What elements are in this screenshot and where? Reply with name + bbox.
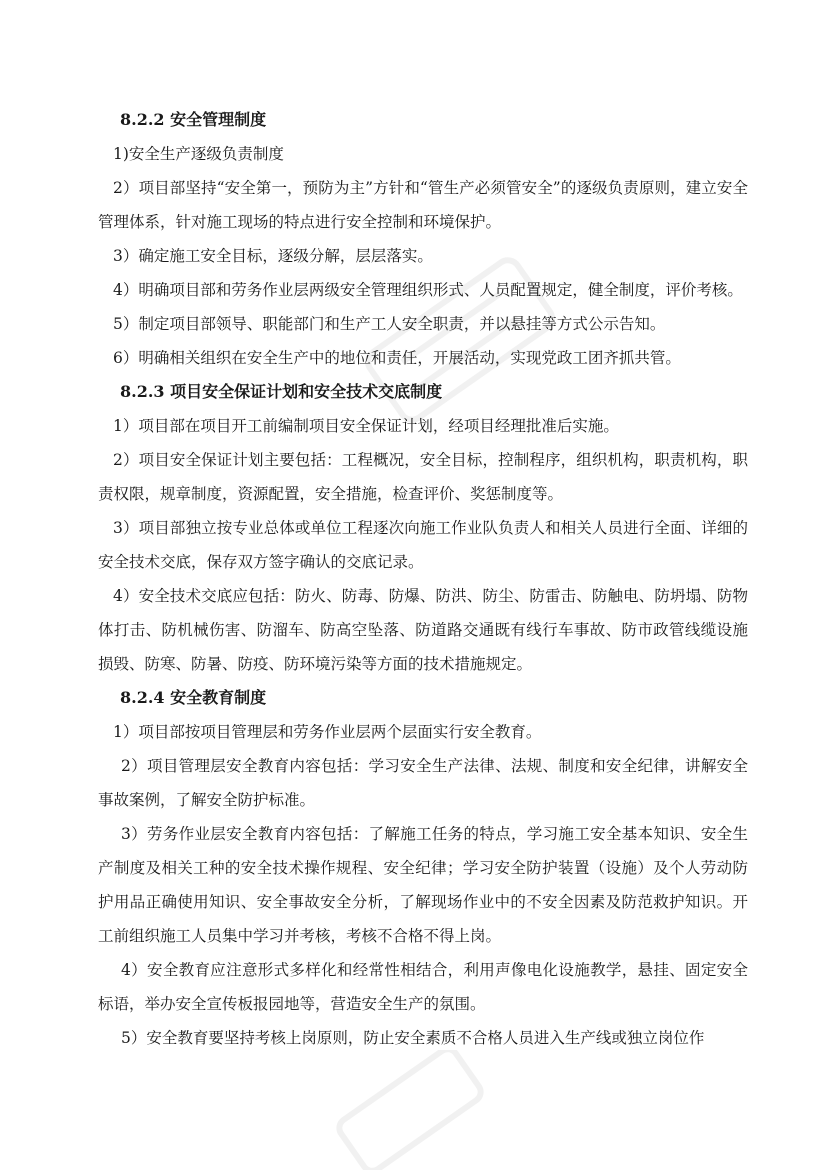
paragraph: 1）项目部在项目开工前编制项目安全保证计划，经项目经理批准后实施。 — [113, 417, 619, 435]
paragraph: 5）安全教育要坚持考核上岗原则，防止安全素质不合格人员进入生产线或独立岗位作 — [121, 1029, 705, 1047]
paragraph: 3）劳务作业层安全教育内容包括：了解施工任务的特点，学习施工安全基本知识、安全生产制度及相关工种的安全技术操作规程、安全纪律；学习安全防护装置（设施）及个人劳动防护用品正确使用知识、安全事故安全分析，了解现场作业中的不安全因素及防范救护知识。开工前组织施工人员集中学习并考核，考核不合格不得上岗。 — [98, 825, 748, 945]
section-heading: 8.2.4 安全教育制度 — [120, 688, 267, 707]
section-heading: 8.2.2 安全管理制度 — [120, 110, 267, 129]
paragraph: 2）项目管理层安全教育内容包括：学习安全生产法律、法规、制度和安全纪律，讲解安全事故案例，了解安全防护标准。 — [98, 757, 748, 809]
section-heading: 8.2.3 项目安全保证计划和安全技术交底制度 — [120, 382, 443, 401]
paragraph: 4）安全教育应注意形式多样化和经常性相结合，利用声像电化设施教学，悬挂、固定安全标语，举办安全宣传板报园地等，营造安全生产的氛围。 — [98, 961, 748, 1013]
watermark-icon — [310, 1050, 510, 1170]
paragraph: 1）项目部按项目管理层和劳务作业层两个层面实行安全教育。 — [113, 723, 542, 741]
paragraph: 2）项目部坚持“安全第一，预防为主”方针和“管生产必须管安全”的逐级负责原则，建立安全管理体系，针对施工现场的特点进行安全控制和环境保护。 — [98, 179, 748, 231]
paragraph: 3）确定施工安全目标，逐级分解，层层落实。 — [113, 247, 433, 265]
document-body — [98, 103, 748, 1055]
paragraph: 5）制定项目部领导、职能部门和生产工人安全职责，并以悬挂等方式公示告知。 — [113, 315, 666, 333]
paragraph: 6）明确相关组织在安全生产中的地位和责任，开展活动，实现党政工团齐抓共管。 — [113, 349, 681, 367]
paragraph: 3）项目部独立按专业总体或单位工程逐次向施工作业队负责人和相关人员进行全面、详细的安全技术交底，保存双方签字确认的交底记录。 — [98, 519, 748, 571]
paragraph: 4）明确项目部和劳务作业层两级安全管理组织形式、人员配置规定，健全制度，评价考核。 — [113, 281, 743, 299]
paragraph: 2）项目安全保证计划主要包括：工程概况，安全目标，控制程序，组织机构，职责机构，职责权限，规章制度，资源配置，安全措施，检查评价、奖惩制度等。 — [98, 451, 748, 503]
paragraph: 1)安全生产逐级负责制度 — [113, 145, 284, 163]
paragraph: 4）安全技术交底应包括：防火、防毒、防爆、防洪、防尘、防雷击、防触电、防坍塌、防物体打击、防机械伤害、防溜车、防高空坠落、防道路交通既有线行车事故、防市政管线缆设施损毁、防寒、防暑、防疫、防环境污染等方面的技术措施规定。 — [98, 587, 748, 673]
